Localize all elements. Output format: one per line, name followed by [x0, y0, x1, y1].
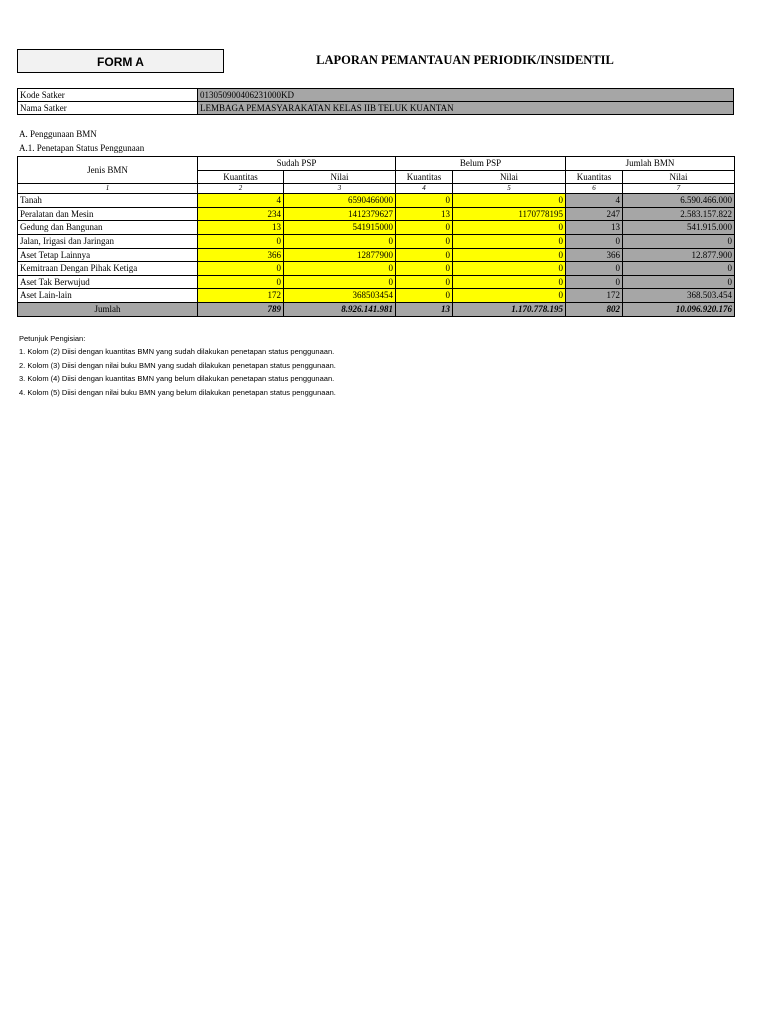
instruction-item: 3. Kolom (4) Diisi dengan kuantitas BMN yang belum dilakukan penetapan status penggunaan. — [19, 374, 335, 384]
jenis-cell: Tanah — [18, 194, 198, 208]
instructions-heading: Petunjuk Pengisian: — [19, 334, 86, 343]
jumlah-kuantitas-cell: 247 — [566, 207, 623, 221]
jenis-cell: Jalan, Irigasi dan Jaringan — [18, 234, 198, 248]
jumlah-nilai-cell: 541.915.000 — [623, 221, 735, 235]
sudah-nilai-cell[interactable]: 541915000 — [284, 221, 396, 235]
instructions — [19, 332, 336, 399]
table-row — [18, 262, 735, 276]
header-jenis: Jenis BMN — [18, 157, 198, 184]
header-sudah-psp: Sudah PSP — [198, 157, 396, 171]
jumlah-kuantitas-cell: 0 — [566, 234, 623, 248]
sudah-kuantitas-cell[interactable]: 0 — [198, 275, 284, 289]
jumlah-nilai-cell: 12.877.900 — [623, 248, 735, 262]
header-jumlah-nilai: Nilai — [623, 170, 735, 184]
belum-nilai-cell[interactable]: 0 — [453, 289, 566, 303]
sudah-kuantitas-cell[interactable]: 234 — [198, 207, 284, 221]
table-row — [18, 221, 735, 235]
jenis-cell: Aset Tetap Lainnya — [18, 248, 198, 262]
col-index-1: 1 — [18, 184, 198, 194]
header-belum-kuantitas: Kuantitas — [396, 170, 453, 184]
jumlah-kuantitas-cell: 366 — [566, 248, 623, 262]
col-index-3: 3 — [284, 184, 396, 194]
total-belum-kuantitas: 13 — [396, 302, 453, 316]
belum-nilai-cell[interactable]: 1170778195 — [453, 207, 566, 221]
jumlah-kuantitas-cell: 0 — [566, 262, 623, 276]
nama-satker-label: Nama Satker — [18, 102, 198, 115]
col-index-6: 6 — [566, 184, 623, 194]
header-sudah-kuantitas: Kuantitas — [198, 170, 284, 184]
belum-kuantitas-cell[interactable]: 0 — [396, 234, 453, 248]
jenis-cell: Aset Lain-lain — [18, 289, 198, 303]
belum-kuantitas-cell[interactable]: 13 — [396, 207, 453, 221]
header-row-groups — [18, 157, 735, 171]
table-row — [18, 207, 735, 221]
belum-nilai-cell[interactable]: 0 — [453, 194, 566, 208]
jenis-cell: Gedung dan Bangunan — [18, 221, 198, 235]
header-jumlah-bmn: Jumlah BMN — [566, 157, 735, 171]
sudah-nilai-cell[interactable]: 6590466000 — [284, 194, 396, 208]
bmn-table — [17, 156, 735, 317]
jumlah-nilai-cell: 0 — [623, 262, 735, 276]
header-belum-nilai: Nilai — [453, 170, 566, 184]
header-sudah-nilai: Nilai — [284, 170, 396, 184]
sudah-nilai-cell[interactable]: 0 — [284, 262, 396, 276]
satker-kode-row — [18, 89, 734, 102]
instruction-item: 4. Kolom (5) Diisi dengan nilai buku BMN yang belum dilakukan penetapan status penggunaan. — [19, 387, 336, 397]
total-sudah-nilai: 8.926.141.981 — [284, 302, 396, 316]
jumlah-nilai-cell: 6.590.466.000 — [623, 194, 735, 208]
jumlah-nilai-cell: 368.503.454 — [623, 289, 735, 303]
table-row — [18, 194, 735, 208]
kode-satker-label: Kode Satker — [18, 89, 198, 102]
jenis-cell: Kemitraan Dengan Pihak Ketiga — [18, 262, 198, 276]
table-row — [18, 234, 735, 248]
total-jumlah-nilai: 10.096.920.176 — [623, 302, 735, 316]
header-jumlah-kuantitas: Kuantitas — [566, 170, 623, 184]
col-index-4: 4 — [396, 184, 453, 194]
jumlah-kuantitas-cell: 13 — [566, 221, 623, 235]
total-label: Jumlah — [18, 302, 198, 316]
form-label: FORM A — [17, 49, 224, 73]
jumlah-nilai-cell: 0 — [623, 275, 735, 289]
sudah-kuantitas-cell[interactable]: 13 — [198, 221, 284, 235]
jumlah-kuantitas-cell: 4 — [566, 194, 623, 208]
kode-satker-value[interactable]: 013050900406231000KD — [198, 89, 734, 102]
table-row — [18, 275, 735, 289]
sudah-kuantitas-cell[interactable]: 366 — [198, 248, 284, 262]
column-index-row — [18, 184, 735, 194]
table-row — [18, 248, 735, 262]
sudah-kuantitas-cell[interactable]: 4 — [198, 194, 284, 208]
belum-kuantitas-cell[interactable]: 0 — [396, 275, 453, 289]
belum-nilai-cell[interactable]: 0 — [453, 234, 566, 248]
sudah-kuantitas-cell[interactable]: 0 — [198, 262, 284, 276]
belum-nilai-cell[interactable]: 0 — [453, 275, 566, 289]
total-belum-nilai: 1.170.778.195 — [453, 302, 566, 316]
section-a-heading: A. Penggunaan BMN — [19, 129, 97, 139]
sudah-nilai-cell[interactable]: 0 — [284, 234, 396, 248]
sudah-kuantitas-cell[interactable]: 172 — [198, 289, 284, 303]
jenis-cell: Peralatan dan Mesin — [18, 207, 198, 221]
belum-kuantitas-cell[interactable]: 0 — [396, 262, 453, 276]
satker-table — [17, 88, 734, 115]
belum-nilai-cell[interactable]: 0 — [453, 262, 566, 276]
sudah-nilai-cell[interactable]: 0 — [284, 275, 396, 289]
total-jumlah-kuantitas: 802 — [566, 302, 623, 316]
jumlah-nilai-cell: 0 — [623, 234, 735, 248]
table-row — [18, 289, 735, 303]
belum-kuantitas-cell[interactable]: 0 — [396, 221, 453, 235]
total-row — [18, 302, 735, 316]
section-a1-heading: A.1. Penetapan Status Penggunaan — [19, 143, 145, 153]
jumlah-nilai-cell: 2.583.157.822 — [623, 207, 735, 221]
sudah-nilai-cell[interactable]: 1412379627 — [284, 207, 396, 221]
col-index-5: 5 — [453, 184, 566, 194]
col-index-7: 7 — [623, 184, 735, 194]
jenis-cell: Aset Tak Berwujud — [18, 275, 198, 289]
instruction-item: 2. Kolom (3) Diisi dengan nilai buku BMN yang sudah dilakukan penetapan status penggunaan. — [19, 360, 336, 370]
col-index-2: 2 — [198, 184, 284, 194]
belum-nilai-cell[interactable]: 0 — [453, 221, 566, 235]
belum-kuantitas-cell[interactable]: 0 — [396, 248, 453, 262]
jumlah-kuantitas-cell: 0 — [566, 275, 623, 289]
belum-kuantitas-cell[interactable]: 0 — [396, 289, 453, 303]
nama-satker-value[interactable]: LEMBAGA PEMASYARAKATAN KELAS IIB TELUK KUANTAN — [198, 102, 734, 115]
instruction-item: 1. Kolom (2) Diisi dengan kuantitas BMN yang sudah dilakukan penetapan status penggunaan. — [19, 347, 335, 357]
sudah-nilai-cell[interactable]: 12877900 — [284, 248, 396, 262]
jumlah-kuantitas-cell: 172 — [566, 289, 623, 303]
belum-kuantitas-cell[interactable]: 0 — [396, 194, 453, 208]
total-sudah-kuantitas: 789 — [198, 302, 284, 316]
sudah-nilai-cell[interactable]: 368503454 — [284, 289, 396, 303]
header-belum-psp: Belum PSP — [396, 157, 566, 171]
belum-nilai-cell[interactable]: 0 — [453, 248, 566, 262]
page-title: LAPORAN PEMANTAUAN PERIODIK/INSIDENTIL — [316, 53, 614, 67]
satker-nama-row — [18, 102, 734, 115]
sudah-kuantitas-cell[interactable]: 0 — [198, 234, 284, 248]
